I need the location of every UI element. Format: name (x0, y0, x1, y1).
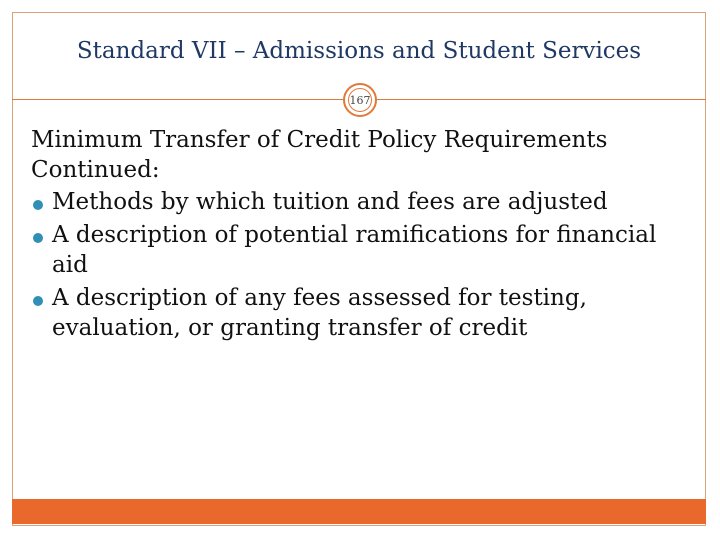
page-number-badge (343, 83, 377, 117)
bullet-text: A description of potential ramifications for financial aid (52, 222, 657, 278)
body-intro: Minimum Transfer of Credit Policy Requirements Continued: (31, 127, 608, 183)
bullet-item (31, 187, 691, 217)
bullet-icon (33, 296, 43, 306)
bullet-icon (33, 200, 43, 210)
bullet-text: Methods by which tuition and fees are adjusted (52, 189, 608, 215)
slide-body (31, 125, 691, 346)
bullet-item (31, 283, 691, 343)
bullet-icon (33, 233, 43, 243)
bullet-text: A description of any fees assessed for testing, evaluation, or granting transfer of credit (52, 285, 587, 341)
page-number: 167 (349, 93, 371, 107)
bullet-item (31, 220, 691, 280)
slide-title: Standard VII – Admissions and Student Services (76, 38, 642, 64)
bullet-list (31, 187, 691, 343)
footer-accent-bar (12, 499, 706, 524)
